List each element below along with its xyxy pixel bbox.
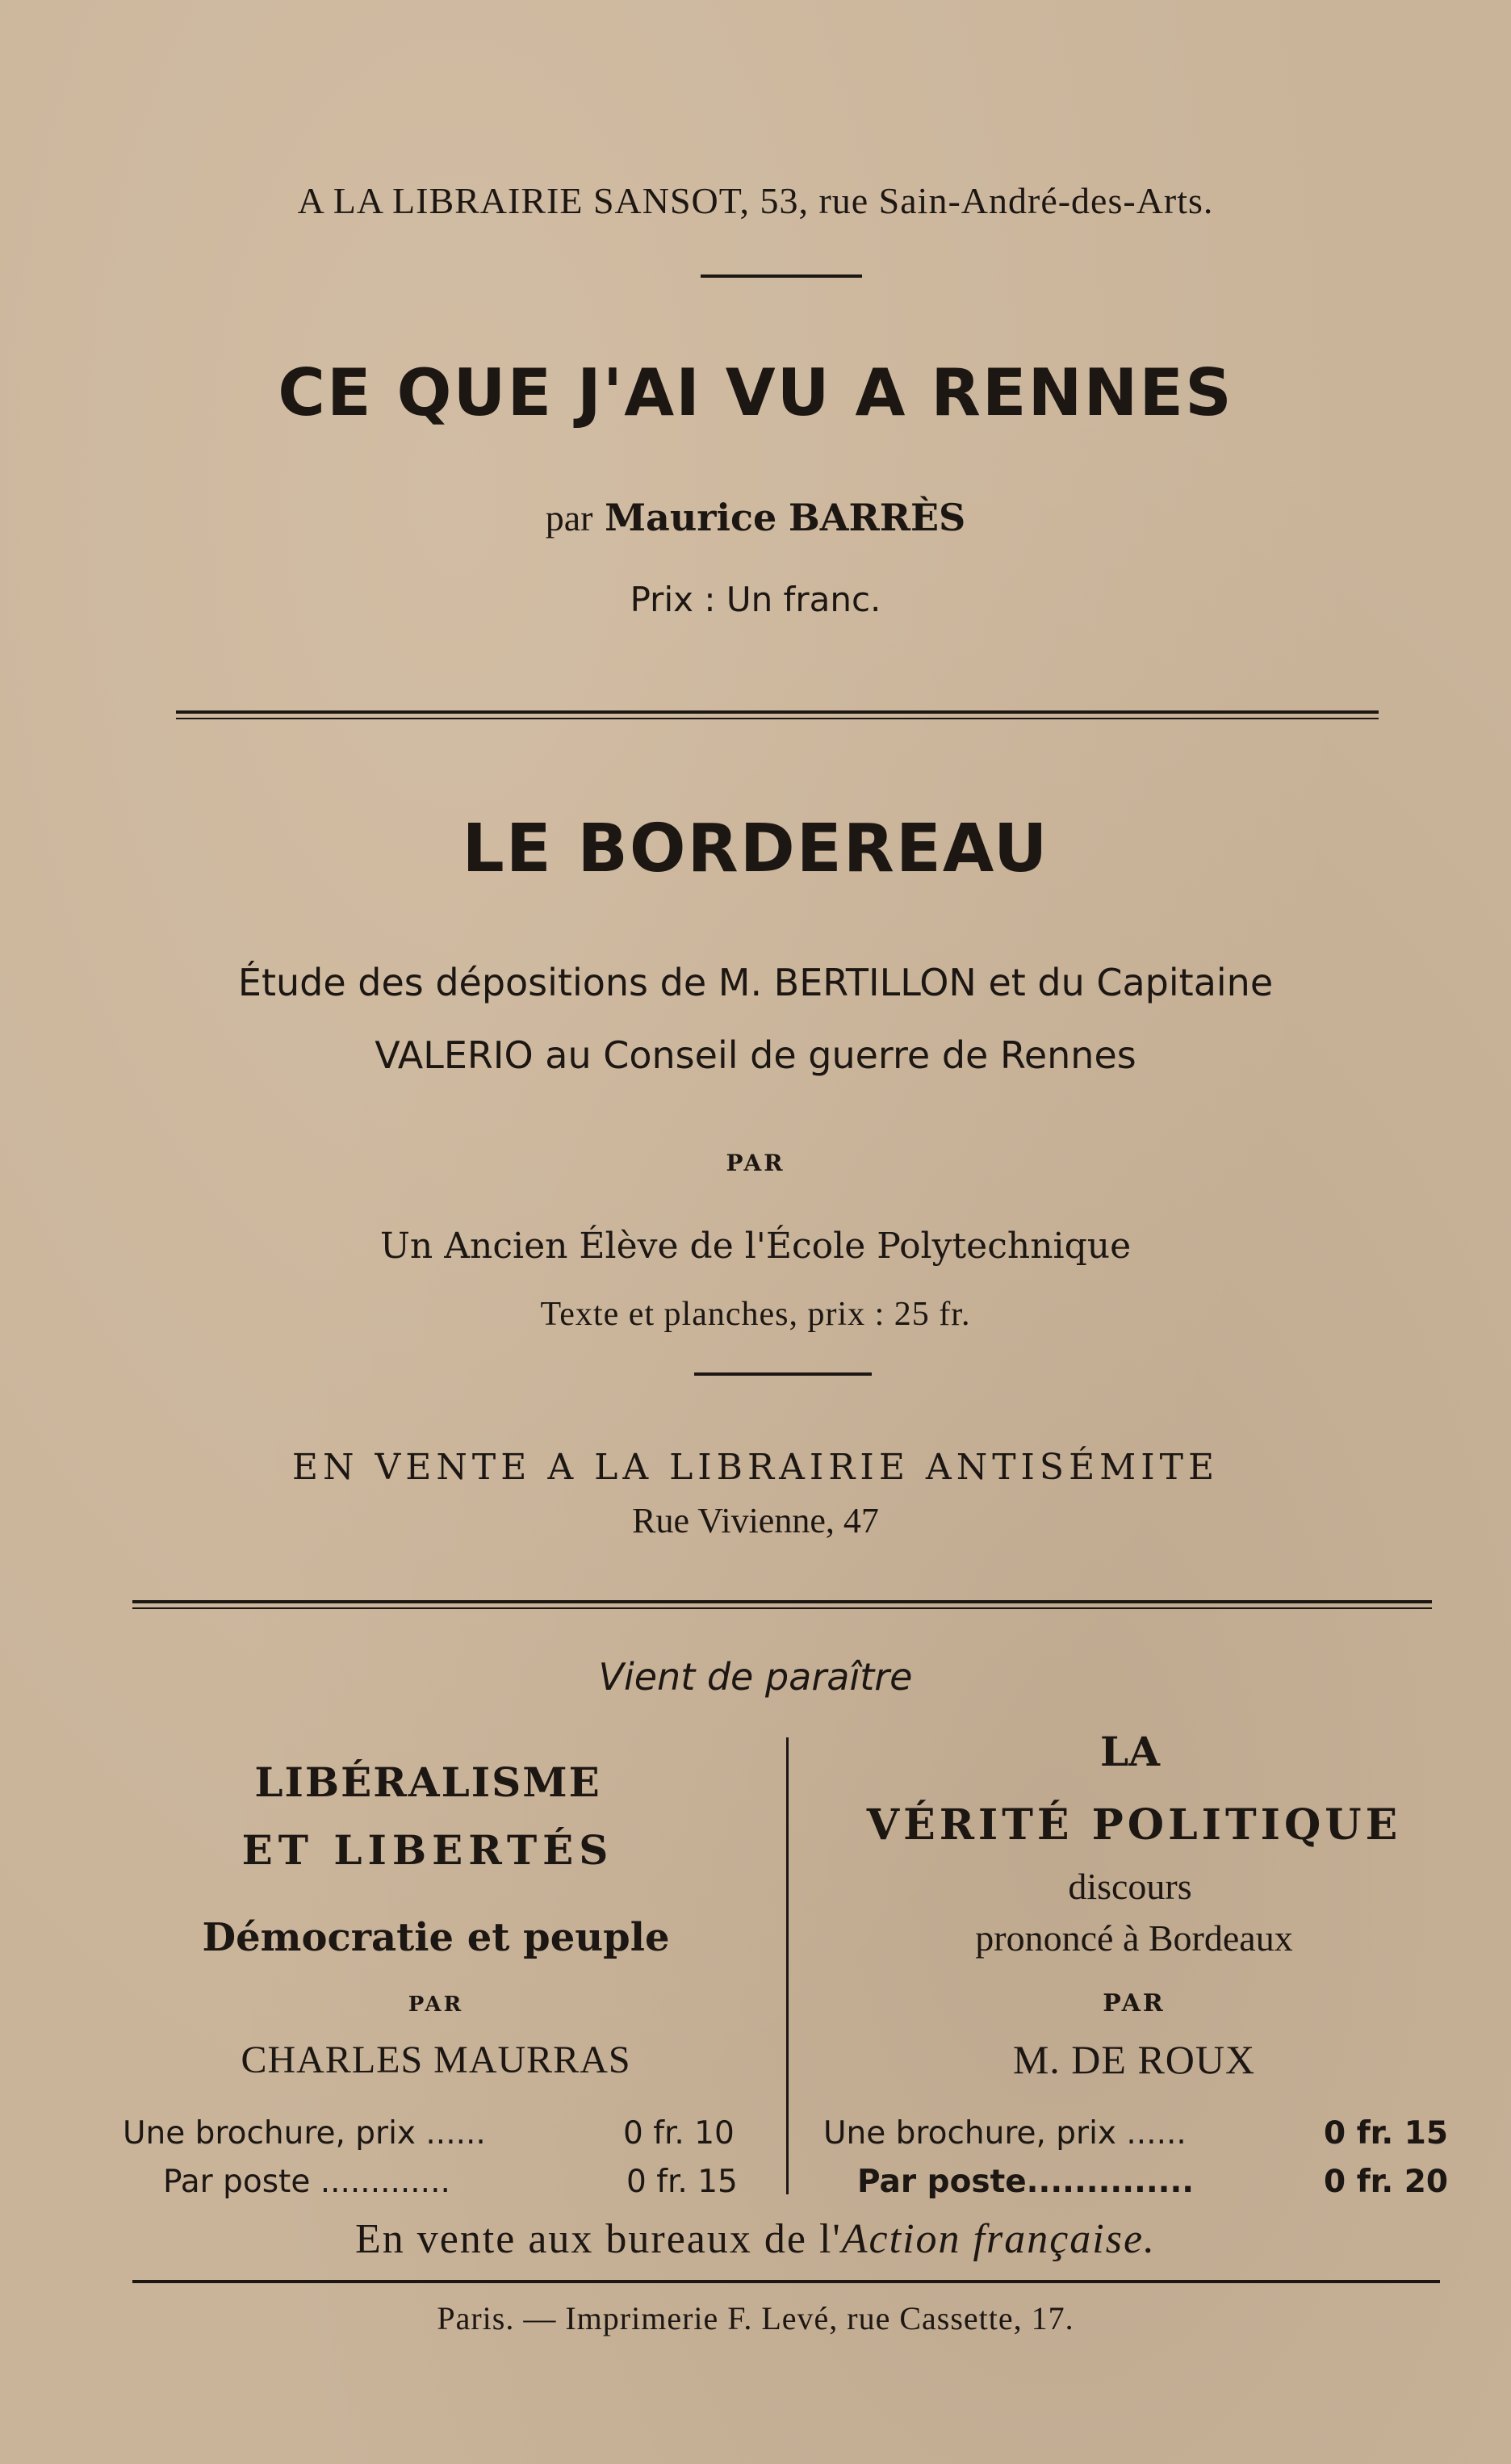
double-rule-1 — [176, 710, 1379, 719]
right-book-title-line2: VÉRITÉ POLITIQUE — [866, 1800, 1402, 1850]
left-book-par: PAR — [408, 1993, 464, 2017]
book2-author: Un Ancien Élève de l'École Polytechnique — [379, 1226, 1132, 1267]
double-rule-2 — [132, 1600, 1432, 1609]
left-price-row-2 — [163, 2164, 776, 2200]
publisher-header: A LA LIBRAIRIE SANSOT, 53, rue Sain-André-des-Arts. — [297, 180, 1214, 221]
book1-title: CE QUE J'AI VU A RENNES — [278, 355, 1233, 430]
left-price-value-2: 0 fr. 15 — [626, 2164, 738, 2200]
right-price-value-1: 0 fr. 15 — [1324, 2115, 1449, 2152]
book1-author-prefix: par — [545, 497, 593, 538]
right-price-label-1: Une brochure, prix ...... — [823, 2115, 1187, 2152]
right-price-label-2: Par poste.............. — [857, 2164, 1195, 2200]
book1-author-name: Maurice — [605, 496, 777, 539]
left-price-label-1: Une brochure, prix ...... — [123, 2115, 486, 2152]
footer-sale-prefix: En vente aux bureaux de l' — [354, 2216, 842, 2262]
left-book-author: CHARLES MAURRAS — [241, 2039, 631, 2081]
book2-price: Texte et planches, prix : 25 fr. — [540, 1296, 971, 1333]
book2-subtitle-line2: VALERIO au Conseil de guerre de Rennes — [375, 1033, 1136, 1077]
left-book-title-line1: LIBÉRALISME — [254, 1758, 601, 1806]
left-book-title-line2: ET LIBERTÉS — [241, 1826, 614, 1874]
right-book-author: M. DE ROUX — [1012, 2037, 1256, 2082]
left-book-subtitle: Démocratie et peuple — [202, 1915, 670, 1960]
footer-sale-italic: Action française. — [841, 2216, 1157, 2262]
footer-rule — [132, 2280, 1440, 2283]
printer-imprint: Paris. — Imprimerie F. Levé, rue Cassette, 17. — [437, 2300, 1074, 2336]
right-book-title-line1: LA — [1100, 1728, 1160, 1775]
right-price-row-2 — [857, 2164, 1471, 2200]
book1-price: Prix : Un franc. — [630, 580, 881, 619]
book2-sale-line2: Rue Vivienne, 47 — [632, 1501, 879, 1540]
book2-subtitle-line1: Étude des dépositions de M. BERTILLON et du Capitaine — [237, 961, 1274, 1004]
left-price-label-2: Par poste ............. — [163, 2164, 450, 2200]
book1-author-surname: BARRÈS — [788, 496, 966, 539]
announcement-label: Vient de paraître — [598, 1655, 913, 1699]
right-book-par: PAR — [1103, 1989, 1166, 2018]
column-divider — [786, 1737, 789, 2194]
right-price-row-1 — [823, 2115, 1469, 2152]
book2-title: LE BORDEREAU — [462, 811, 1049, 887]
right-book-subtitle-line1: discours — [1068, 1866, 1192, 1907]
right-book-subtitle-line2: prononcé à Bordeaux — [975, 1917, 1293, 1959]
left-price-value-1: 0 fr. 10 — [623, 2115, 735, 2152]
left-price-row-1 — [123, 2115, 768, 2152]
right-price-value-2: 0 fr. 20 — [1324, 2164, 1449, 2200]
book1-author — [0, 496, 1511, 539]
book2-sale-line1: EN VENTE A LA LIBRAIRIE ANTISÉMITE — [291, 1447, 1220, 1488]
short-rule-1 — [701, 274, 862, 278]
short-rule-2 — [694, 1372, 872, 1376]
book2-par: PAR — [726, 1150, 785, 1176]
footer-sale-line — [0, 2215, 1511, 2263]
